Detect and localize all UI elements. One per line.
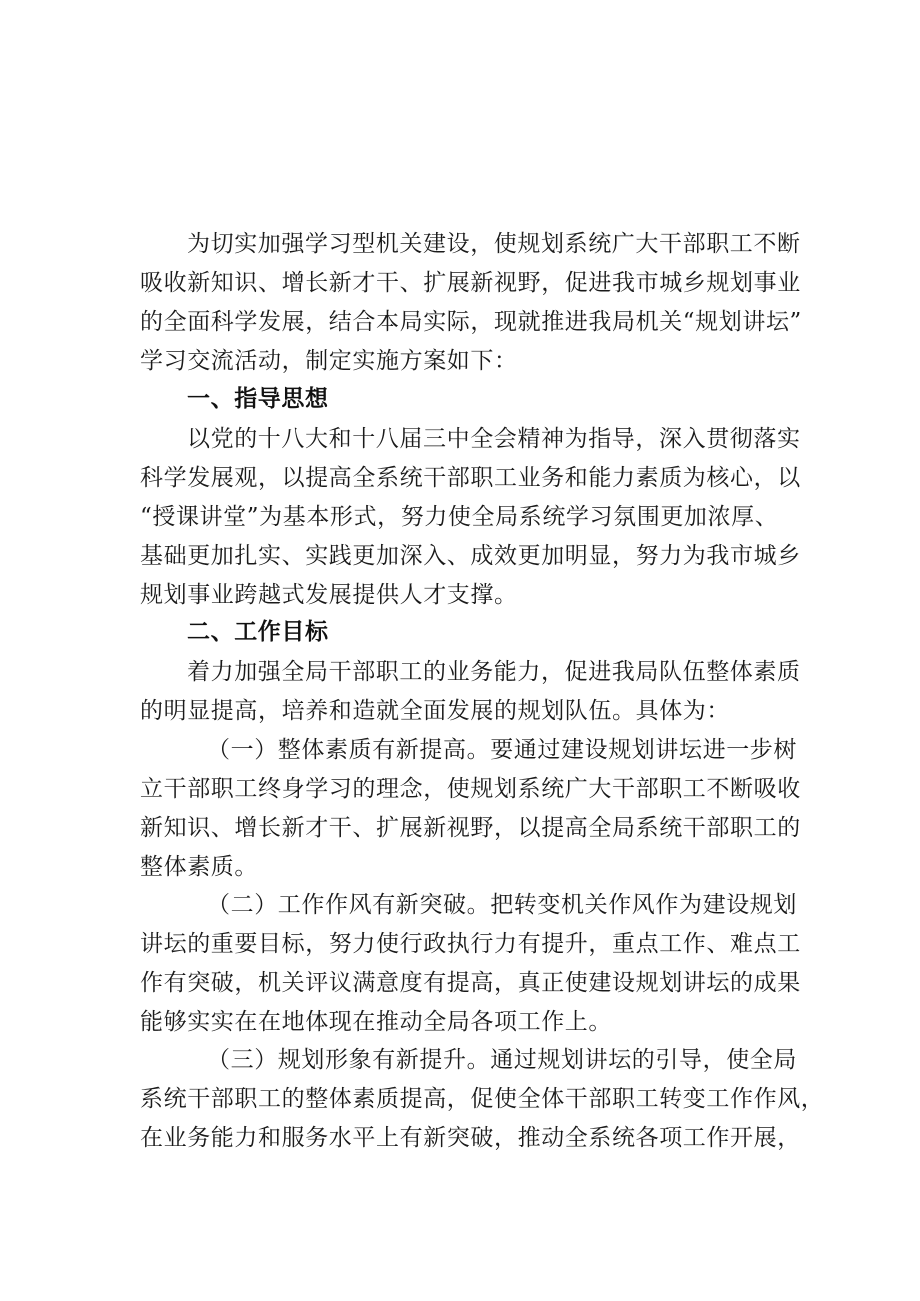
section2-line-2: 的明显提高，培养和造就全面发展的规划队伍。具体为： [140, 698, 730, 724]
item1-line-1: （一）整体素质有新提高。要通过建设规划讲坛进一步树 [207, 737, 797, 763]
item3-line-3: 在业务能力和服务水平上有新突破，推动全系统各项工作开展， [140, 1125, 801, 1151]
intro-line-2: 吸收新知识、增长新才干、扩展新视野，促进我市城乡规划事业 [140, 270, 801, 296]
section1-line-3: “授课讲堂”为基本形式，努力使全局系统学习氛围更加浓厚、 [140, 504, 779, 530]
item2-line-4: 能够实实在在地体现在推动全局各项工作上。 [140, 1009, 612, 1035]
section-heading-work-goals: 二、工作目标 [187, 619, 329, 645]
section-heading-guiding-ideology: 一、指导思想 [187, 386, 329, 412]
item3-line-2: 系统干部职工的整体素质提高，促使全体干部职工转变工作作风， [140, 1086, 825, 1112]
intro-line-4: 学习交流活动，制定实施方案如下： [140, 348, 518, 374]
intro-line-1: 为切实加强学习型机关建设，使规划系统广大干部职工不断 [187, 231, 801, 257]
item2-line-3: 作有突破，机关评议满意度有提高，真正使建设规划讲坛的成果 [140, 970, 801, 996]
item1-line-4: 整体素质。 [140, 854, 258, 880]
item1-line-2: 立干部职工终身学习的理念，使规划系统广大干部职工不断吸收 [140, 776, 801, 802]
section2-line-1: 着力加强全局干部职工的业务能力，促进我局队伍整体素质 [187, 659, 801, 685]
section1-line-5: 规划事业跨越式发展提供人才支撑。 [140, 582, 518, 608]
intro-line-3: 的全面科学发展，结合本局实际，现就推进我局机关“规划讲坛” [140, 309, 802, 335]
section1-line-1: 以党的十八大和十八届三中全会精神为指导，深入贯彻落实 [187, 426, 801, 452]
item2-line-2: 讲坛的重要目标，努力使行政执行力有提升，重点工作、难点工 [140, 931, 801, 957]
section1-line-2: 科学发展观，以提高全系统干部职工业务和能力素质为核心，以 [140, 465, 801, 491]
item1-line-3: 新知识、增长新才干、扩展新视野，以提高全局系统干部职工的 [140, 815, 801, 841]
item2-line-1: （二）工作作风有新突破。把转变机关作风作为建设规划 [207, 892, 797, 918]
item3-line-1: （三）规划形象有新提升。通过规划讲坛的引导，使全局 [207, 1047, 797, 1073]
section1-line-4: 基础更加扎实、实践更加深入、成效更加明显，努力为我市城乡 [140, 543, 801, 569]
